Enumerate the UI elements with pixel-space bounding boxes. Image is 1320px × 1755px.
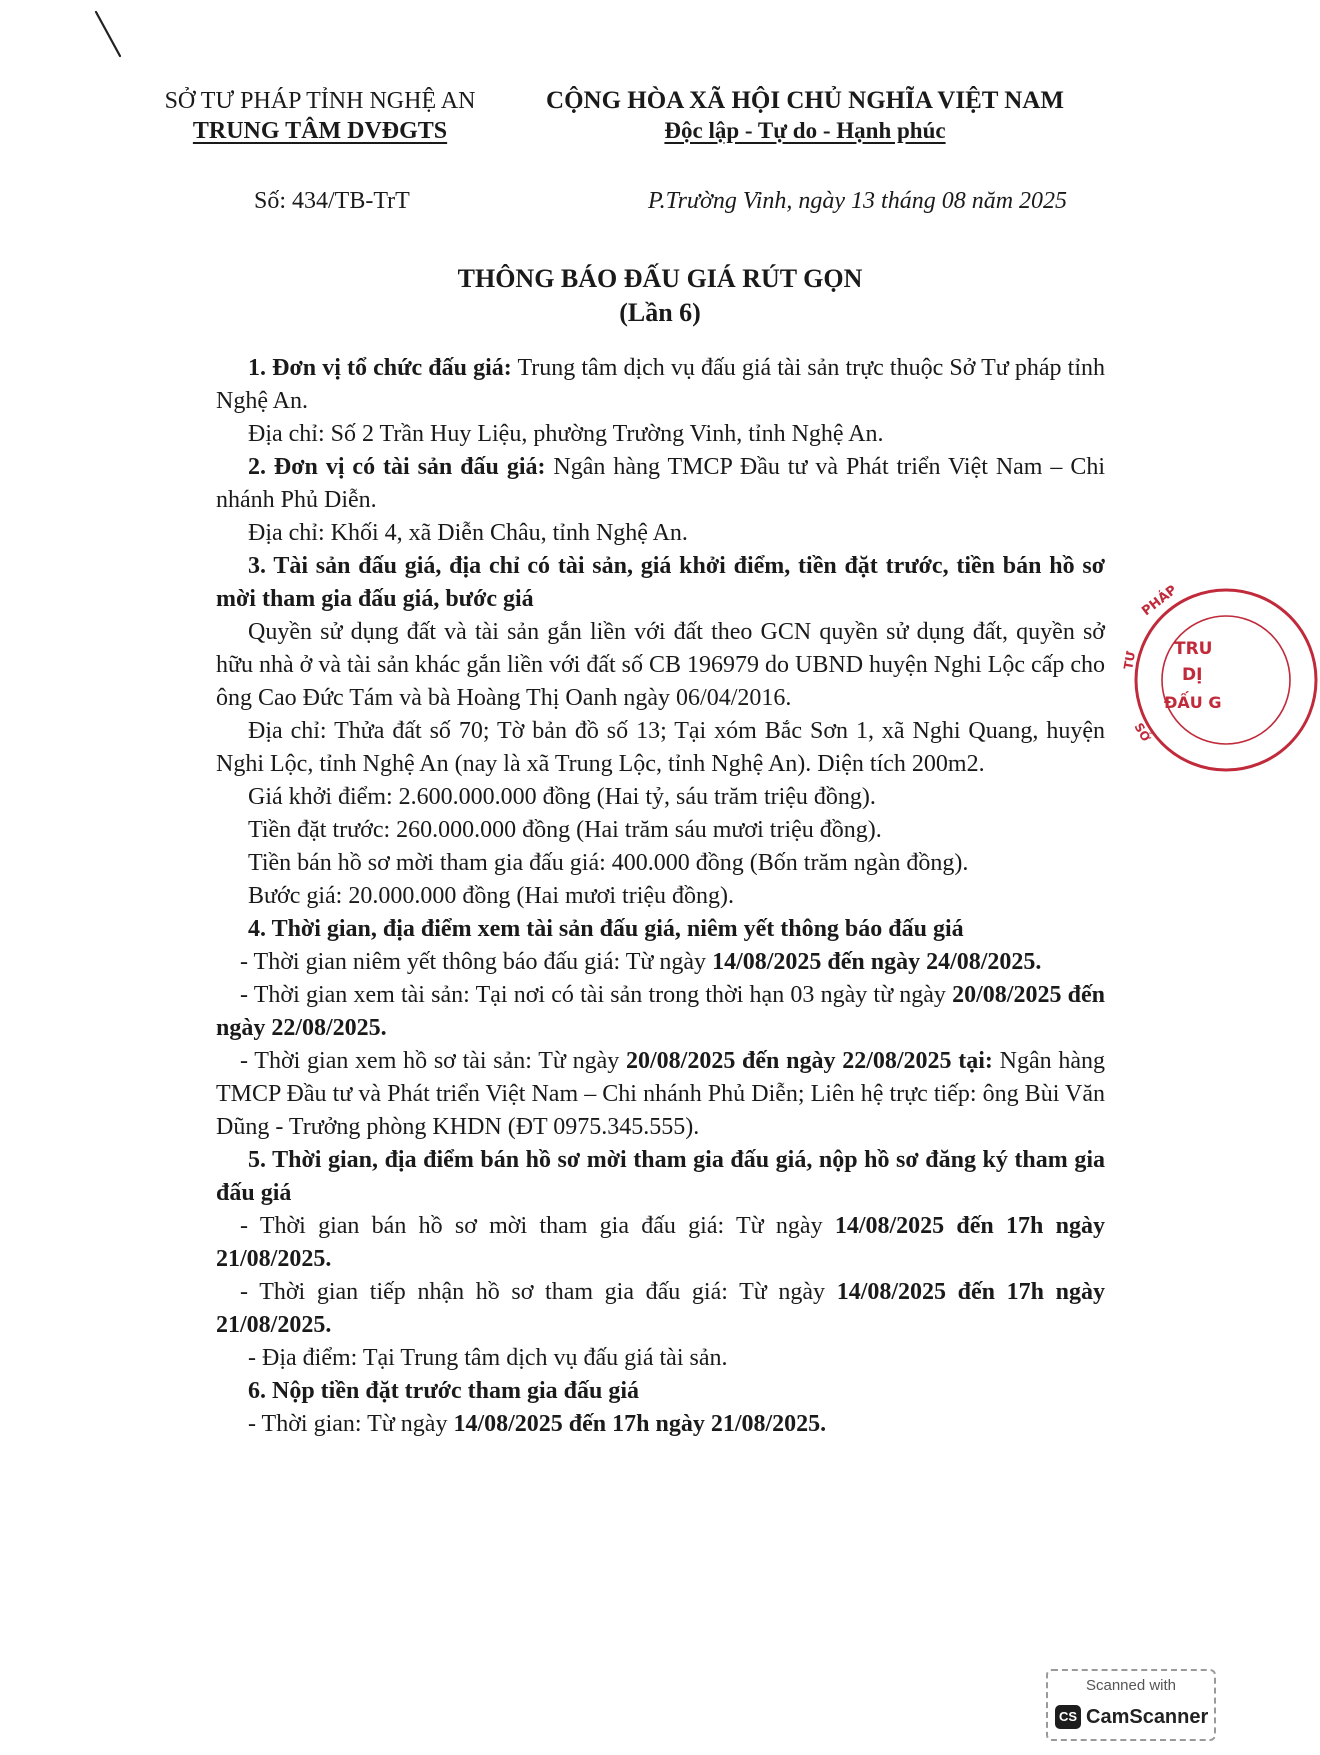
section-3-heading: 3. Tài sản đấu giá, địa chỉ có tài sản, giá khởi điểm, tiền đặt trước, tiền bán hồ sơ mời tham gia đấu giá, bước giá bbox=[216, 553, 1105, 612]
parent-agency: SỞ TƯ PHÁP TỈNH NGHỆ AN bbox=[164, 88, 476, 114]
red-seal-stamp bbox=[1121, 582, 1246, 774]
section-4-item-2: - Thời gian xem tài sản: Tại nơi có tài sản trong thời hạn 03 ngày từ ngày 20/08/2025 đến ngày 22/08/2025. bbox=[216, 982, 1105, 1041]
document-title bbox=[0, 262, 1320, 330]
section-4-heading: 4. Thời gian, địa điểm xem tài sản đấu giá, niêm yết thông báo đấu giá bbox=[248, 916, 964, 942]
seal-line-1: TRU bbox=[1174, 639, 1213, 659]
seal-arc-bottom: SỞ bbox=[1131, 720, 1154, 745]
national-motto bbox=[540, 86, 1070, 146]
section-2: 2. Đơn vị có tài sản đấu giá: Ngân hàng TMCP Đầu tư và Phát triển Việt Nam – Chi nhánh Phủ Diễn. bbox=[216, 454, 1105, 513]
asset-description: Quyền sử dụng đất và tài sản gắn liền với đất theo GCN quyền sử dụng đất, quyền sở hữu nhà ở và tài sản khác gắn liền với đất số CB 196979 do UBND huyện Nghi Lộc cấp cho ông Cao Đức Tám và bà Hoàng Thị Oanh ngày 06/04/2016. bbox=[216, 619, 1105, 711]
seal-line-2: DỊ bbox=[1182, 665, 1203, 685]
section-heading: 2. Đơn vị có tài sản đấu giá: bbox=[248, 454, 546, 480]
document-number: Số: 434/TB-TrT bbox=[254, 188, 410, 214]
camscanner-logo-icon: CS bbox=[1055, 1705, 1081, 1729]
scanned-with-label: Scanned with bbox=[1085, 1677, 1177, 1694]
seal-line-3: ĐẤU G bbox=[1164, 693, 1222, 712]
section-1: 1. Đơn vị tổ chức đấu giá: Trung tâm dịch vụ đấu giá tài sản trực thuộc Sở Tư pháp tỉnh Nghệ An. bbox=[216, 355, 1105, 414]
section-2-address: Địa chỉ: Khối 4, xã Diễn Châu, tỉnh Nghệ An. bbox=[248, 520, 688, 546]
section-6-heading: 6. Nộp tiền đặt trước tham gia đấu giá bbox=[248, 1378, 640, 1404]
title-line: THÔNG BÁO ĐẤU GIÁ RÚT GỌN bbox=[457, 264, 863, 293]
section-4-item-1: - Thời gian niêm yết thông báo đấu giá: Từ ngày 14/08/2025 đến ngày 24/08/2025. bbox=[240, 949, 1042, 975]
asset-address: Địa chỉ: Thửa đất số 70; Tờ bản đồ số 13; Tại xóm Bắc Sơn 1, xã Nghi Quang, huyện Nghi Lộc, tỉnh Nghệ An (nay là xã Trung Lộc, tỉnh Nghệ An). Diện tích 200m2. bbox=[216, 718, 1105, 777]
section-1-address: Địa chỉ: Số 2 Trần Huy Liệu, phường Trường Vinh, tỉnh Nghệ An. bbox=[248, 421, 884, 447]
section-5-item-1: - Thời gian bán hồ sơ mời tham gia đấu giá: Từ ngày 14/08/2025 đến 17h ngày 21/08/2025. bbox=[216, 1213, 1105, 1272]
pen-stroke-mark bbox=[92, 8, 126, 62]
document-body bbox=[216, 352, 1105, 1441]
section-6-item-1: - Thời gian: Từ ngày 14/08/2025 đến 17h ngày 21/08/2025. bbox=[248, 1411, 827, 1437]
section-5-item-2: - Thời gian tiếp nhận hồ sơ tham gia đấu giá: Từ ngày 14/08/2025 đến 17h ngày 21/08/2025. bbox=[216, 1279, 1105, 1338]
camscanner-label: CamScanner bbox=[1086, 1706, 1209, 1728]
deposit: Tiền đặt trước: 260.000.000 đồng (Hai trăm sáu mươi triệu đồng). bbox=[248, 817, 882, 843]
place-and-date: P.Trường Vinh, ngày 13 tháng 08 năm 2025 bbox=[648, 188, 1068, 214]
section-5-heading: 5. Thời gian, địa điểm bán hồ sơ mời tham gia đấu giá, nộp hồ sơ đăng ký tham gia đấu giá bbox=[216, 1147, 1105, 1206]
motto: Độc lập - Tự do - Hạnh phúc bbox=[664, 118, 946, 143]
camscanner-badge bbox=[1046, 1669, 1216, 1741]
dossier-fee: Tiền bán hồ sơ mời tham gia đấu giá: 400.000 đồng (Bốn trăm ngàn đồng). bbox=[248, 850, 969, 876]
issuing-agency bbox=[150, 86, 490, 146]
title-subline: (Lần 6) bbox=[619, 298, 701, 327]
section-heading: 1. Đơn vị tổ chức đấu giá: bbox=[248, 355, 512, 381]
seal-arc-top: PHÁP bbox=[1139, 582, 1180, 620]
agency-name: TRUNG TÂM DVĐGTS bbox=[192, 118, 448, 144]
country-name: CỘNG HÒA XÃ HỘI CHỦ NGHĨA VIỆT NAM bbox=[546, 87, 1064, 114]
section-5-item-3: - Địa điểm: Tại Trung tâm dịch vụ đấu giá tài sản. bbox=[248, 1345, 728, 1371]
section-4-item-3: - Thời gian xem hồ sơ tài sản: Từ ngày 20/08/2025 đến ngày 22/08/2025 tại: Ngân hàng TMCP Đầu tư và Phát triển Việt Nam – Chi nhánh Phủ Diễn; Liên hệ trực tiếp: ông Bùi Văn Dũng - Trưởng phòng KHDN (ĐT 0975.345.555). bbox=[216, 1048, 1105, 1140]
price-step: Bước giá: 20.000.000 đồng (Hai mươi triệu đồng). bbox=[248, 883, 734, 909]
starting-price: Giá khởi điểm: 2.600.000.000 đồng (Hai tỷ, sáu trăm triệu đồng). bbox=[248, 784, 876, 810]
seal-arc-left: TƯ bbox=[1121, 650, 1139, 671]
